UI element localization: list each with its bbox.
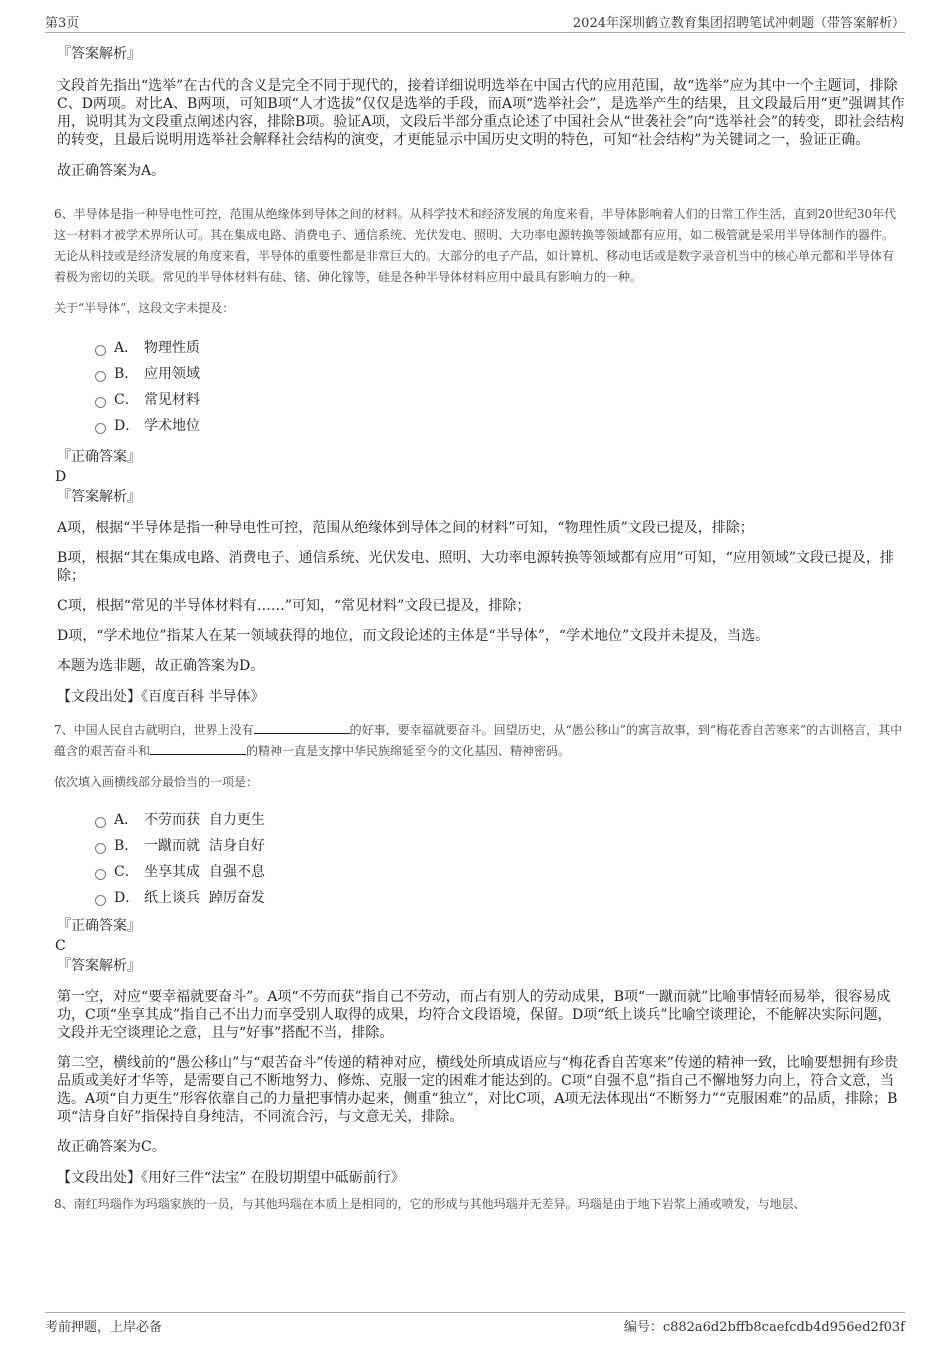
q7-conclusion: 故正确答案为C。 bbox=[57, 1139, 166, 1155]
document-content bbox=[54, 44, 905, 1215]
q6-answer-label: 『正确答案』 bbox=[57, 449, 141, 465]
q5-analysis-label: 『答案解析』 bbox=[57, 46, 141, 62]
q7-answer-label: 『正确答案』 bbox=[57, 918, 141, 934]
q6-options bbox=[95, 335, 905, 439]
q6-analysis-c: C项，根据“常见的半导体材料有……”可知，“常见材料”文段已提及，排除； bbox=[57, 598, 531, 614]
q7-option-c[interactable]: C． 坐享其成 自强不息 bbox=[95, 859, 905, 885]
radio-icon[interactable] bbox=[95, 371, 106, 382]
q7-analysis-label: 『答案解析』 bbox=[57, 958, 141, 974]
q6-option-a[interactable]: A． 物理性质 bbox=[95, 335, 905, 361]
q6-option-d[interactable]: D． 学术地位 bbox=[95, 413, 905, 439]
q7-options bbox=[95, 807, 905, 911]
q7-analysis-2: 第二空，横线前的“愚公移山”与“艰苦奋斗”传递的精神对应，横线处所填成语应与“梅花香自苦寒来”传递的精神一致，比喻要想拥有珍贵品质或美好才华等，是需要自己不断地努力、修炼、克服一定的困难才能达到的。C项“自强不息”指自己不懈地努力向上，符合文意，当选。A项“自力更生”形容依靠自己的力量把事情办起来，侧重“独立”，对比C项，A项无法体现出“不断努力”“克服困难”的品质，排除；B项“洁身自好”指保持自身纯洁，不同流合污，与文意无关，排除。 bbox=[57, 1055, 898, 1125]
radio-icon[interactable] bbox=[95, 843, 106, 854]
q6-analysis-b: B项，根据“其在集成电路、消费电子、通信系统、光伏发电、照明、大功率电源转换等领域都有应用”可知，“应用领域”文段已提及，排除； bbox=[57, 550, 894, 584]
q7-analysis-1: 第一空，对应“要幸福就要奋斗”。A项“不劳而获”指自己不劳动，而占有别人的劳动成果，B项“一蹴而就”比喻事情轻而易举，很容易成功，C项“坐享其成”指自己不出力而享受别人取得的成果，均符合文段语境，保留。D项“纸上谈兵”比喻空谈理论，不能解决实际问题，文段并无空谈理论之意，且与“好事”搭配不当，排除。 bbox=[57, 989, 892, 1041]
q5-conclusion: 故正确答案为A。 bbox=[57, 163, 166, 179]
q6-question: 关于“半导体”，这段文字未提及： bbox=[54, 301, 235, 315]
q6-stem: 6、半导体是指一种导电性可控，范围从绝缘体到导体之间的材料。从科学技术和经济发展的角度来看，半导体影响着人们的日常工作生活，直到20世纪30年代这一材料才被学术界所认可。其在集成电路、消费电子、通信系统、光伏发电、照明、大功率电源转换等领域都有应用，如二极管就是采用半导体制作的器件。无论从科技或是经济发展的角度来看，半导体的重要性都是非常巨大的。大部分的电子产品，如计算机、移动电话或是数字录音机当中的核心单元都和半导体有着极为密切的关联。常见的半导体材料有硅、锗、砷化镓等，硅是各种半导体材料应用中最具有影响力的一种。 bbox=[54, 207, 897, 284]
radio-icon[interactable] bbox=[95, 817, 106, 828]
q7-answer: C bbox=[55, 938, 66, 954]
q6-analysis-a: A项，根据“半导体是指一种导电性可控，范围从绝缘体到导体之间的材料”可知，“物理性质”文段已提及，排除； bbox=[57, 520, 754, 536]
q6-analysis-label: 『答案解析』 bbox=[57, 489, 141, 505]
q6-option-b[interactable]: B． 应用领域 bbox=[95, 361, 905, 387]
q7-source: 【文段出处】《用好三件“法宝” 在股切期望中砥砺前行》 bbox=[57, 1170, 405, 1186]
radio-icon[interactable] bbox=[95, 895, 106, 906]
q7-stem: 7、中国人民自古就明白，世界上没有 的好事，要幸福就要奋斗。回望历史，从“愚公移山”的寓言故事，到“梅花香自苦寒来”的古训格言，其中蕴含的艰苦奋斗和 的精神一直是支撑中华民族绵延至今的文化基因、精神密码。 bbox=[54, 720, 905, 762]
q8-stem: 8、南红玛瑙作为玛瑙家族的一员，与其他玛瑙在本质上是相同的，它的形成与其他玛瑙并无差异。玛瑙是由于地下岩浆上涌或喷发，与地层、 bbox=[54, 1197, 806, 1211]
q7-option-a[interactable]: A． 不劳而获 自力更生 bbox=[95, 807, 905, 833]
fill-blank-1 bbox=[254, 720, 350, 734]
q7-option-b[interactable]: B． 一蹴而就 洁身自好 bbox=[95, 833, 905, 859]
q7-question: 依次填入画横线部分最恰当的一项是： bbox=[54, 775, 259, 789]
q6-option-c[interactable]: C． 常见材料 bbox=[95, 387, 905, 413]
radio-icon[interactable] bbox=[95, 397, 106, 408]
q5-analysis: 文段首先指出“选举”在古代的含义是完全不同于现代的，接着详细说明选举在中国古代的应用范围，故“选举”应为其中一个主题词，排除C、D两项。对比A、B两项，可知B项“人才选拔”仅仅是选举的手段，而A项“选举社会”，是选举产生的结果，且文段最后用“更”强调其作用，说明其为文段重点阐述内容，排除B项。验证A项，文段后半部分重点论述了中国社会从“世袭社会”向“选举社会”的转变，即社会结构的转变，且最后说明用选举社会解释社会结构的演变，才更能显示中国历史文明的特色，可知“社会结构”为关键词之一，验证正确。 bbox=[57, 78, 905, 148]
q6-analysis-d: D项，“学术地位”指某人在某一领域获得的地位，而文段论述的主体是“半导体”，“学术地位”文段并未提及，当选。 bbox=[57, 628, 770, 644]
page-footer bbox=[45, 1312, 905, 1336]
fill-blank-2 bbox=[150, 741, 246, 755]
radio-icon[interactable] bbox=[95, 345, 106, 356]
q6-answer: D bbox=[55, 469, 67, 485]
q6-conclusion: 本题为选非题，故正确答案为D。 bbox=[57, 658, 265, 674]
document-id: 编号：c882a6d2bffb8caefcdb4d956ed2f03f bbox=[623, 1320, 905, 1335]
document-title: 2024年深圳鹤立教育集团招聘笔试冲刺题（带答案解析） bbox=[572, 16, 905, 31]
radio-icon[interactable] bbox=[95, 423, 106, 434]
q7-option-d[interactable]: D． 纸上谈兵 踔厉奋发 bbox=[95, 885, 905, 911]
page-header bbox=[45, 12, 905, 33]
q6-source: 【文段出处】《百度百科 半导体》 bbox=[57, 689, 265, 705]
page-number: 第3页 bbox=[45, 16, 80, 31]
radio-icon[interactable] bbox=[95, 869, 106, 880]
footer-slogan: 考前押题，上岸必备 bbox=[45, 1320, 163, 1335]
